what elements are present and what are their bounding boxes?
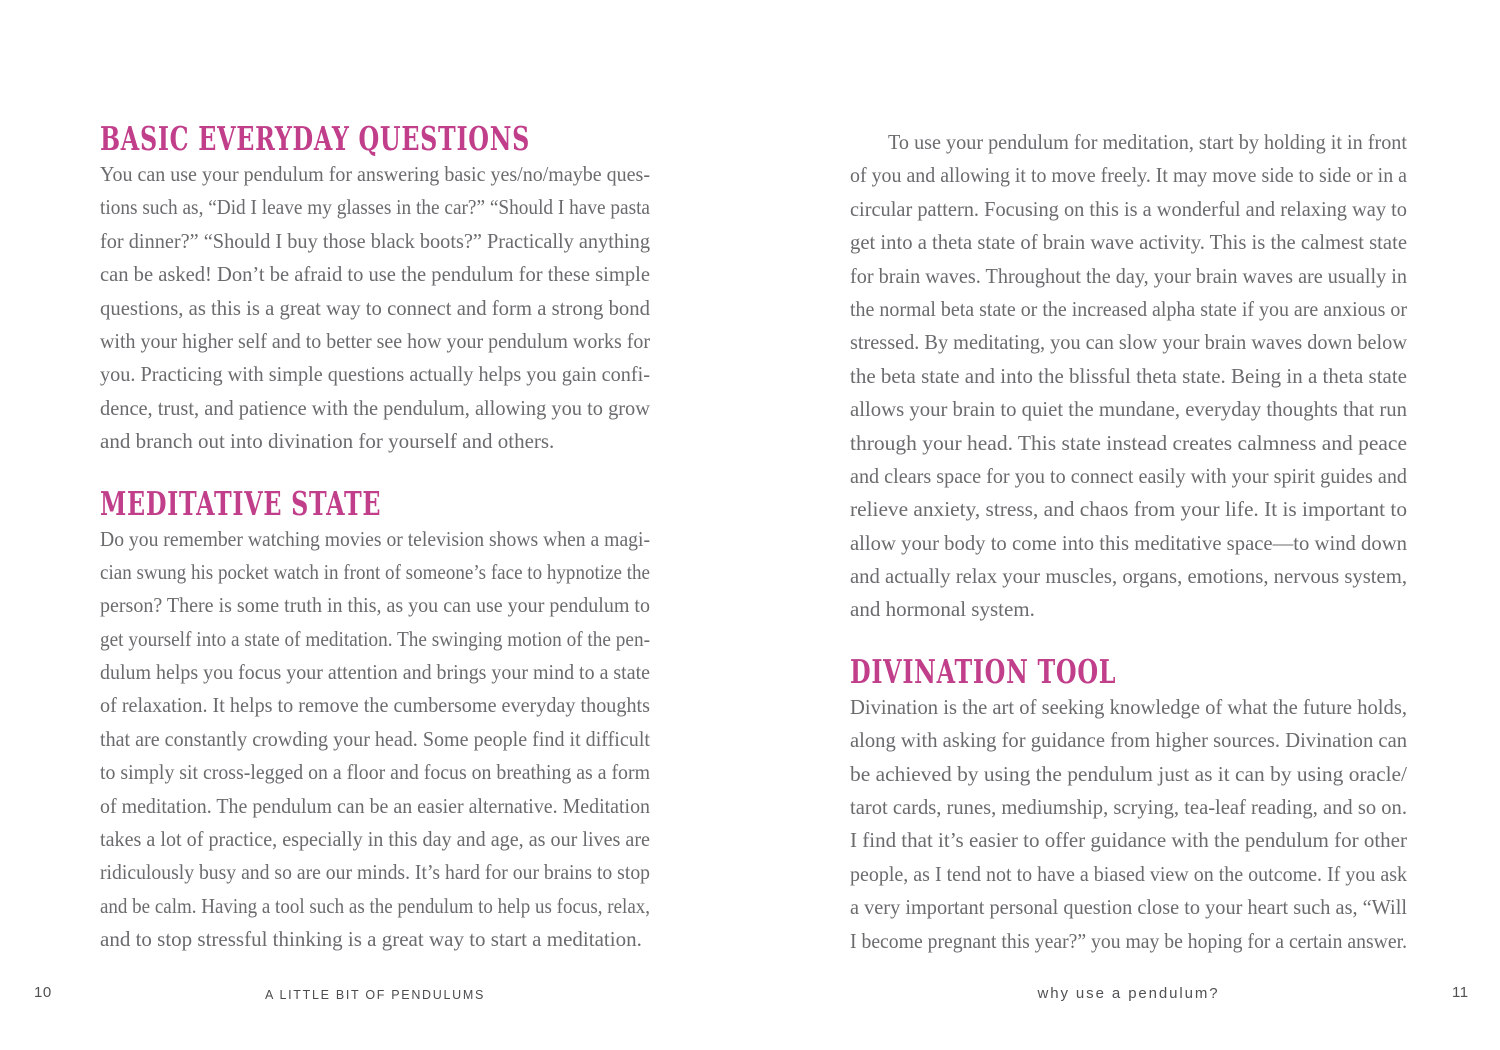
body-line: with your higher self and to better see how your pendulum works for [100,328,650,353]
body-line: people, as I tend not to have a biased view on the outcome. If you ask [850,861,1407,886]
body-line-row [850,393,1407,426]
page-number-right: 11 [1452,984,1469,1001]
body-line: person? There is some truth in this, as you can use your pendulum to [100,593,650,618]
book-title-footer: A LITTLE BIT OF PENDULUMS [264,988,486,1002]
body-line: takes a lot of practice, especially in this day and age, as our lives are [100,827,650,852]
body-line-row [100,790,650,823]
body-line-row [100,756,650,789]
body-line-row [850,226,1407,259]
body-line: tarot cards, runes, mediumship, scrying, tea-leaf reading, and so on. [850,795,1407,820]
body-line: questions, as this is a great way to connect and form a strong bond [100,295,650,320]
body-line-row [100,425,650,458]
body-line-row [850,126,1407,159]
text-section [100,485,650,957]
text-section [850,126,1407,627]
body-line-row [850,427,1407,460]
body-line: relieve anxiety, stress, and chaos from your life. It is important to [850,497,1407,522]
section-heading: MEDITATIVE STATE [100,483,382,523]
body-line: Divination is the art of seeking knowledge of what the future holds, [850,694,1407,719]
body-line-row [850,593,1407,626]
body-line-row [850,159,1407,192]
body-line-row [100,258,650,291]
body-line-row [850,925,1407,958]
body-line: of meditation. The pendulum can be an easier alternative. Meditation [100,793,650,818]
body-line: you. Practicing with simple questions actually helps you gain confi- [100,362,650,387]
body-line: get yourself into a state of meditation. The swinging motion of the pen- [100,626,650,651]
book-page-left [100,120,650,957]
body-line-row [850,724,1407,757]
body-line-row [100,191,650,224]
body-line-row [850,193,1407,226]
body-line-row [100,392,650,425]
body-line: and to stop stressful thinking is a great way to start a meditation. [100,927,642,952]
body-line-row [100,923,650,956]
text-section [100,120,650,459]
body-line-row [850,891,1407,924]
body-line: that are constantly crowding your head. Some people find it difficult [100,726,650,751]
body-line: cian swung his pocket watch in front of someone’s face to hypnotize the [100,559,650,584]
body-line-row [850,527,1407,560]
section-heading: BASIC EVERYDAY QUESTIONS [100,119,531,158]
body-line: tions such as, “Did I leave my glasses in the car?” “Should I have pasta [100,195,650,220]
book-page-right [850,126,1407,958]
body-line-row [100,890,650,923]
body-line: be achieved by using the pendulum just as it can by using oracle/ [850,761,1407,786]
body-line: To use your pendulum for meditation, start by holding it in front [888,130,1407,154]
body-line: Do you remember watching movies or television shows when a magi- [100,526,650,551]
body-line-row [850,260,1407,293]
body-line-row [100,556,650,589]
body-line: and hormonal system. [850,597,1035,622]
body-line-row [100,823,650,856]
body-line-row [100,225,650,258]
body-line: allow your body to come into this meditative space—to wind down [850,530,1407,555]
page-number-left: 10 [34,984,52,1001]
body-line-row [850,360,1407,393]
body-line-row [100,723,650,756]
body-line: circular pattern. Focusing on this is a wonderful and relaxing way to [850,196,1407,221]
body-line-row [850,326,1407,359]
body-line: for brain waves. Throughout the day, your brain waves are usually in [850,263,1407,288]
body-line: get into a theta state of brain wave activity. This is the calmest state [850,230,1407,255]
body-line-row [100,292,650,325]
body-line-row [100,358,650,391]
body-line-row [100,589,650,622]
body-line: I become pregnant this year?” you may be hoping for a certain answer. [850,928,1407,953]
body-line-row [850,858,1407,891]
body-line: ridiculously busy and so are our minds. It’s hard for our brains to stop [100,860,650,885]
body-line: the normal beta state or the increased alpha state if you are anxious or [850,296,1407,321]
body-line-row [850,824,1407,857]
text-section [850,653,1407,958]
body-line: of you and allowing it to move freely. It may move side to side or in a [850,163,1407,188]
body-line-row [850,560,1407,593]
body-line: through your head. This state instead creates calmness and peace [850,430,1407,455]
body-line: and branch out into divination for yourself and others. [100,429,555,454]
section-heading: DIVINATION TOOL [850,651,1117,691]
body-line: stressed. By meditating, you can slow your brain waves down below [850,330,1407,355]
body-line-row [850,691,1407,724]
body-line-row [100,656,650,689]
body-line-row [850,758,1407,791]
body-line-row [850,791,1407,824]
body-line: dulum helps you focus your attention and brings your mind to a state [100,660,650,685]
body-line: I find that it’s easier to offer guidance with the pendulum for other [850,828,1407,853]
body-line-row [100,689,650,722]
body-line-row [100,623,650,656]
body-line: and clears space for you to connect easily with your spirit guides and [850,463,1407,488]
body-line: and actually relax your muscles, organs, emotions, nervous system, [850,564,1407,589]
body-line-row [100,856,650,889]
body-line: allows your brain to quiet the mundane, everyday thoughts that run [850,397,1407,422]
body-line: along with asking for guidance from higher sources. Divination can [850,728,1407,753]
chapter-title-footer: why use a pendulum? [1037,985,1220,1002]
body-line-row [850,493,1407,526]
body-line: You can use your pendulum for answering basic yes/no/maybe ques- [100,162,650,186]
body-line-row [100,158,650,191]
body-line-row [850,293,1407,326]
body-line-row [850,460,1407,493]
body-line: to simply sit cross-legged on a floor and focus on breathing as a form [100,760,650,785]
body-line: for dinner?” “Should I buy those black boots?” Practically anything [100,228,650,253]
body-line: can be asked! Don’t be afraid to use the pendulum for these simple [100,262,650,287]
body-line: of relaxation. It helps to remove the cumbersome everyday thoughts [100,693,650,718]
body-line: the beta state and into the blissful theta state. Being in a theta state [850,363,1407,388]
body-line: a very important personal question close to your heart such as, “Will [850,895,1407,920]
body-line-row [100,523,650,556]
body-line-row [100,325,650,358]
body-line: dence, trust, and patience with the pendulum, allowing you to grow [100,395,650,420]
body-line: and be calm. Having a tool such as the pendulum to help us focus, relax, [100,893,650,918]
